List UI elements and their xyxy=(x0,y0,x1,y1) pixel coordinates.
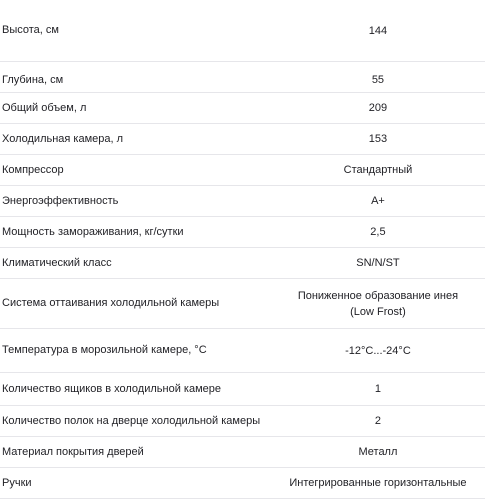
spec-value: A+ xyxy=(371,195,385,207)
spec-label: Мощность замораживания, кг/сутки xyxy=(2,225,184,238)
spec-value: 209 xyxy=(368,102,388,114)
table-row xyxy=(0,62,485,93)
spec-value: SN/N/ST xyxy=(356,257,400,269)
spec-label: Глубина, см xyxy=(2,74,64,86)
spec-value: 153 xyxy=(368,133,388,145)
spec-label: Количество ящиков в холодильной камере xyxy=(2,382,221,395)
table-row xyxy=(0,155,485,186)
table-row xyxy=(0,186,485,217)
spec-label: Высота, см xyxy=(2,24,59,36)
table-row xyxy=(0,279,485,329)
spec-label: Компрессор xyxy=(2,163,64,176)
spec-value: Металл xyxy=(358,446,398,458)
table-row xyxy=(0,0,485,62)
table-row xyxy=(0,217,485,248)
spec-value: Интегрированные горизонтальные xyxy=(289,477,467,489)
table-row xyxy=(0,124,485,155)
spec-value xyxy=(271,288,485,320)
spec-value-line: Пониженное образование инея xyxy=(297,289,459,302)
table-row xyxy=(0,329,485,373)
spec-label: Количество полок на дверце холодильной камеры xyxy=(2,414,261,427)
spec-value: -12°C...-24°C xyxy=(345,344,411,357)
spec-value-line: (Low Frost) xyxy=(350,305,406,318)
spec-label: Энергоэффективность xyxy=(2,194,119,207)
spec-label: Система оттаивания холодильной камеры xyxy=(2,297,220,309)
spec-label: Температура в морозильной камере, °C xyxy=(2,344,207,356)
spec-value: 144 xyxy=(368,24,388,37)
spec-value: 1 xyxy=(374,383,381,395)
spec-value: 55 xyxy=(371,74,385,86)
spec-label: Холодильная камера, л xyxy=(2,132,124,145)
spec-value: 2,5 xyxy=(370,226,386,238)
spec-label: Климатический класс xyxy=(2,256,112,269)
spec-label: Общий объем, л xyxy=(2,101,87,114)
spec-label: Материал покрытия дверей xyxy=(2,445,144,458)
spec-label: Ручки xyxy=(2,476,32,489)
table-row xyxy=(0,468,485,499)
table-row xyxy=(0,437,485,468)
spec-value: Стандартный xyxy=(343,164,413,176)
spec-value: 2 xyxy=(374,415,381,427)
table-row xyxy=(0,373,485,406)
table-row xyxy=(0,248,485,279)
table-row xyxy=(0,93,485,124)
table-row xyxy=(0,406,485,437)
